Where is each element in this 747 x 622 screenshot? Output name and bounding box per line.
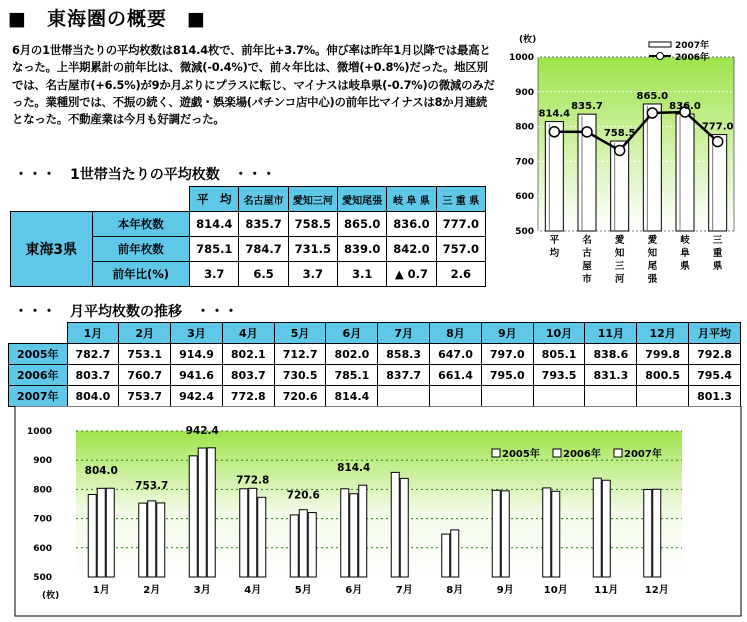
bar-2006	[148, 501, 156, 577]
row-label: 2007年	[9, 386, 68, 407]
table-cell: 731.5	[288, 237, 337, 262]
table-cell: 730.5	[274, 365, 326, 386]
table-cell	[430, 386, 482, 407]
section-title-average: ・・・ 1世帯当たりの平均枚数 ・・・	[14, 167, 276, 183]
table-cell: 795.4	[689, 365, 741, 386]
table-cell: 835.7	[239, 212, 288, 237]
table-cell: ▲ 0.7	[387, 262, 436, 287]
data-label: 835.7	[571, 101, 603, 113]
y-tick-label: 500	[515, 227, 534, 237]
table-cell: 836.0	[387, 212, 436, 237]
table-cell: 784.7	[239, 237, 288, 262]
page-title: ■ 東海圏の概要 ■	[8, 8, 206, 30]
row-label: 2005年	[9, 344, 68, 365]
table-cell: 804.0	[67, 386, 119, 407]
col-header: 3月	[171, 323, 223, 344]
table-cell: 753.1	[119, 344, 171, 365]
category-label: 屋	[582, 261, 592, 272]
col-header: 1月	[67, 323, 119, 344]
bar-2005	[543, 488, 551, 577]
category-label: 均	[549, 248, 560, 259]
table-cell: 814.4	[326, 386, 378, 407]
bar-2007	[258, 497, 266, 577]
table-cell: 942.4	[171, 386, 223, 407]
table-cell: 941.6	[171, 365, 223, 386]
col-header: 岐 阜 県	[387, 187, 436, 212]
bar-2006	[501, 491, 509, 577]
data-label: 772.8	[236, 474, 270, 487]
table-cell: 797.0	[481, 344, 533, 365]
table-cell	[637, 386, 689, 407]
table-cell: 814.4	[190, 212, 239, 237]
marker-2006	[713, 137, 723, 147]
y-tick-label: 700	[515, 157, 534, 168]
table-cell: 839.0	[338, 237, 387, 262]
category-label: 3月	[193, 585, 211, 596]
table-cell: 914.9	[171, 344, 223, 365]
col-header: 2月	[119, 323, 171, 344]
table-cell	[481, 386, 533, 407]
table-cell: 802.0	[326, 344, 378, 365]
bar-2007	[643, 104, 661, 231]
bar-2007	[359, 485, 367, 577]
monthly-table	[8, 322, 741, 407]
bar-2005	[189, 456, 197, 577]
average-table	[10, 186, 486, 287]
legend-swatch-2005	[492, 449, 500, 457]
table-cell: 720.6	[274, 386, 326, 407]
y-tick-label: 600	[33, 543, 52, 554]
legend-swatch-2006	[553, 449, 561, 457]
table-cell: 793.5	[533, 365, 585, 386]
col-header: 5月	[274, 323, 326, 344]
bar-2005	[442, 534, 450, 577]
corner-cell	[9, 323, 68, 344]
category-label: 愛	[647, 235, 658, 246]
legend-label-2006: 2006年	[563, 449, 601, 460]
bar-2006	[249, 488, 257, 577]
category-label: 11月	[594, 585, 619, 596]
table-cell: 753.7	[119, 386, 171, 407]
row-label: 前年枚数	[92, 237, 190, 262]
category-label: 市	[582, 274, 592, 285]
bar-2007	[709, 135, 727, 231]
category-label: 知	[647, 248, 658, 259]
bar-2005	[492, 490, 500, 577]
table-cell: 2.6	[436, 262, 485, 287]
bar-2005	[644, 489, 652, 577]
category-label: 10月	[543, 585, 568, 596]
data-label: 865.0	[636, 90, 669, 102]
table-cell: 6.5	[239, 262, 288, 287]
col-header: 名古屋市	[239, 187, 288, 212]
bar-2006	[400, 478, 408, 577]
data-label: 814.4	[538, 108, 571, 120]
category-label: 8月	[446, 585, 464, 596]
area-chart	[497, 30, 745, 298]
table-cell: 782.7	[67, 344, 119, 365]
category-label: 張	[647, 274, 658, 285]
marker-2006	[647, 108, 657, 118]
row-group-label: 東海3県	[11, 212, 93, 287]
bar-2006	[299, 510, 307, 577]
category-label: 1月	[92, 585, 110, 596]
bar-2006	[602, 480, 610, 577]
y-tick-label: 800	[33, 485, 52, 496]
y-tick-label: 900	[515, 87, 534, 98]
bar-2005	[341, 489, 349, 577]
bar-2007	[157, 503, 165, 577]
category-label: 県	[712, 261, 723, 272]
bar-2006	[198, 448, 206, 577]
bar-2007	[308, 513, 316, 577]
table-cell: 800.5	[637, 365, 689, 386]
category-label: 尾	[647, 261, 658, 272]
category-label: 河	[614, 274, 625, 285]
y-tick-label: 800	[515, 122, 534, 133]
legend-label-2007: 2007年	[675, 41, 710, 51]
table-cell: 792.8	[689, 344, 741, 365]
bar-2007	[106, 488, 114, 577]
data-label: 804.0	[84, 465, 118, 478]
bar-2006	[653, 489, 661, 577]
table-cell: 757.0	[436, 237, 485, 262]
col-header: 12月	[637, 323, 689, 344]
y-tick-label: 900	[33, 456, 52, 467]
col-header: 愛知三河	[288, 187, 337, 212]
category-label: 7月	[395, 585, 413, 596]
legend-swatch-2007	[649, 42, 671, 47]
table-cell: 712.7	[274, 344, 326, 365]
table-cell: 837.7	[378, 365, 430, 386]
legend-marker-2006	[657, 53, 664, 60]
section-title-monthly: ・・・ 月平均枚数の推移 ・・・	[14, 304, 238, 320]
table-cell: 795.0	[481, 365, 533, 386]
table-cell: 805.1	[533, 344, 585, 365]
category-label: 阜	[680, 248, 690, 259]
category-label: 平	[549, 235, 560, 246]
table-cell: 803.7	[67, 365, 119, 386]
col-header: 4月	[222, 323, 274, 344]
category-label: 6月	[345, 585, 363, 596]
table-cell: 772.8	[222, 386, 274, 407]
bar-2005	[391, 472, 399, 577]
category-label: 知	[614, 248, 625, 259]
category-label: 5月	[294, 585, 312, 596]
bar-2006	[97, 488, 105, 577]
data-label: 814.4	[337, 462, 371, 475]
summary-paragraph: 6月の1世帯当たりの平均枚数は814.4枚で、前年比+3.7%。伸び率は昨年1月以降では最高となった。上半期累計の前年比は、微減(-0.4%)で、前々年比は、微増(+0.8%)だった。地区別では、名古屋市(+6.5%)が9か月ぶりにプラスに転じ、マイナスは岐阜県(-0.7%)の微減のみだった。業種別では、不振の続く、遊戯・娯楽場(パチンコ店中心)の前年比マイナスは8か月連続となった。不動産業は今月も好調だった。	[12, 43, 495, 127]
table-cell: 858.3	[378, 344, 430, 365]
table-cell	[378, 386, 430, 407]
table-cell: 865.0	[338, 212, 387, 237]
area-chart-legend	[649, 39, 709, 63]
bar-2006	[350, 494, 358, 577]
col-header: 9月	[481, 323, 533, 344]
data-label: 753.7	[135, 479, 169, 492]
marker-2006	[582, 127, 592, 137]
monthly-chart-legend	[492, 447, 662, 460]
category-label: 岐	[680, 235, 690, 246]
marker-2006	[549, 127, 559, 137]
row-label: 本年枚数	[92, 212, 190, 237]
col-header: 6月	[326, 323, 378, 344]
table-cell: 842.0	[387, 237, 436, 262]
category-label: 古	[582, 248, 592, 259]
data-label: 942.4	[185, 424, 219, 437]
bar-2007	[545, 122, 563, 231]
table-cell: 831.3	[585, 365, 637, 386]
category-label: 12月	[644, 585, 669, 596]
table-cell: 661.4	[430, 365, 482, 386]
col-header: 愛知尾張	[338, 187, 387, 212]
category-label: 2月	[143, 585, 161, 596]
col-header: 7月	[378, 323, 430, 344]
data-label: 777.0	[701, 121, 734, 133]
table-cell: 647.0	[430, 344, 482, 365]
table-cell: 785.1	[326, 365, 378, 386]
legend-swatch-2007	[614, 449, 622, 457]
col-header: 11月	[585, 323, 637, 344]
table-cell: 3.7	[190, 262, 239, 287]
y-tick-label: 500	[33, 573, 52, 583]
table-cell: 758.5	[288, 212, 337, 237]
row-label: 2006年	[9, 365, 68, 386]
category-label: 三	[614, 261, 625, 272]
table-cell: 760.7	[119, 365, 171, 386]
table-cell: 802.1	[222, 344, 274, 365]
y-tick-label: 700	[33, 514, 52, 525]
legend-label-2007: 2007年	[624, 449, 662, 460]
bar-2005	[593, 478, 601, 577]
table-cell: 803.7	[222, 365, 274, 386]
category-label: 三	[712, 235, 723, 246]
category-label: 愛	[614, 235, 625, 246]
table-cell	[533, 386, 585, 407]
bar-2005	[139, 503, 147, 577]
bar-2005	[88, 494, 96, 577]
col-header: 三 重 県	[436, 187, 485, 212]
bar-2005	[290, 515, 298, 577]
bar-2006	[451, 530, 459, 577]
monthly-chart-unit: (枚)	[42, 591, 60, 601]
col-header: 平 均	[190, 187, 239, 212]
data-label: 720.6	[286, 489, 320, 502]
table-cell: 785.1	[190, 237, 239, 262]
legend-label-2005: 2005年	[502, 449, 540, 460]
area-chart-unit: (枚)	[519, 35, 537, 45]
bar-2007	[676, 114, 694, 231]
corner-cell	[11, 187, 190, 212]
category-label: 重	[712, 248, 723, 259]
category-label: 県	[680, 261, 690, 272]
category-label: 4月	[244, 585, 262, 596]
y-tick-label: 1000	[26, 427, 52, 437]
y-tick-label: 1000	[508, 53, 534, 63]
monthly-chart	[14, 406, 742, 618]
table-cell: 3.7	[288, 262, 337, 287]
bar-2006	[552, 491, 560, 577]
col-header: 8月	[430, 323, 482, 344]
bar-2007	[207, 448, 215, 577]
table-cell	[585, 386, 637, 407]
category-label: 名	[582, 235, 592, 246]
marker-2006	[615, 145, 625, 155]
data-label: 836.0	[669, 101, 701, 113]
category-label: 9月	[496, 585, 514, 596]
data-label: 758.5	[603, 128, 636, 140]
bar-2005	[240, 489, 248, 577]
table-cell: 801.3	[689, 386, 741, 407]
table-cell: 799.8	[637, 344, 689, 365]
row-label: 前年比(%)	[92, 262, 190, 287]
table-cell: 777.0	[436, 212, 485, 237]
y-tick-label: 600	[515, 192, 534, 203]
area-chart-plot	[538, 57, 734, 231]
col-header: 10月	[533, 323, 585, 344]
col-header: 月平均	[689, 323, 741, 344]
table-cell: 3.1	[338, 262, 387, 287]
legend-label-2006: 2006年	[675, 53, 710, 63]
table-cell: 838.6	[585, 344, 637, 365]
